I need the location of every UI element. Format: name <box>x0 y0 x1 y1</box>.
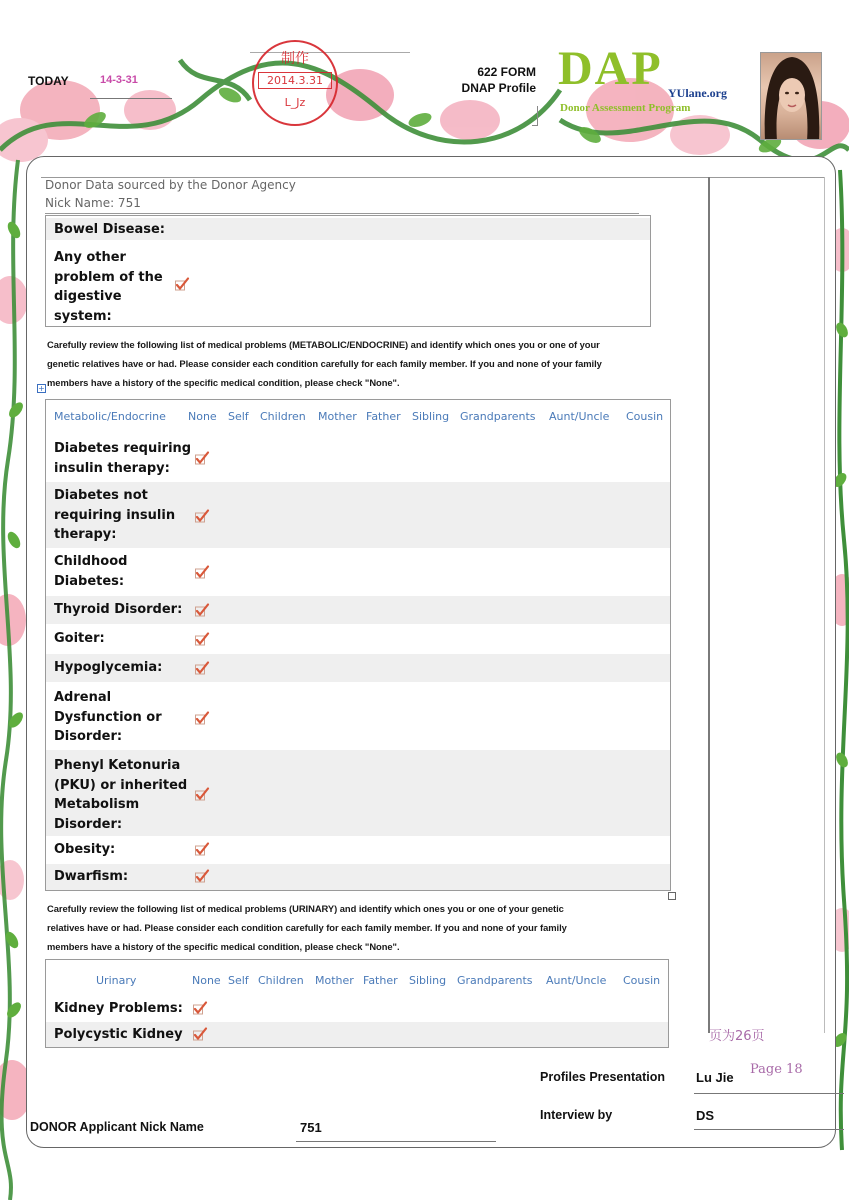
digestive-table <box>45 215 651 327</box>
checkmark-icon[interactable] <box>194 841 210 857</box>
metabolic-table <box>45 399 671 891</box>
condition-label: Diabetes requiring insulin therapy: <box>54 441 192 476</box>
urinary-table-bottom <box>45 1047 669 1048</box>
table-row <box>46 548 670 596</box>
col-header: Self <box>228 410 249 423</box>
table-anchor-icon[interactable]: + <box>38 384 45 393</box>
applicant-label: DONOR Applicant Nick Name <box>30 1120 204 1134</box>
presentation-label: Profiles Presentation <box>540 1070 666 1084</box>
col-header: Children <box>258 974 304 987</box>
table-row <box>46 218 650 240</box>
table-row <box>46 624 670 654</box>
checkmark-icon[interactable] <box>192 1026 208 1042</box>
condition-label: Polycystic Kidney <box>54 1027 183 1042</box>
checkmark-icon[interactable] <box>194 710 210 726</box>
condition-label: Childhood Diabetes: <box>54 554 128 589</box>
condition-label: Bowel Disease: <box>54 222 165 237</box>
table-row <box>46 996 668 1022</box>
checkmark-icon[interactable] <box>194 786 210 802</box>
today-date: 14-3-31 <box>100 74 138 86</box>
metabolic-instruction-line: Carefully review the following list of medical problems (METABOLIC/ENDOCRINE) and identify which ones you or one of your <box>47 339 600 350</box>
urinary-instruction-line: relatives have or had. Please consider each condition carefully for each family member. If you and none of your family <box>47 922 567 933</box>
col-header: Aunt/Uncle <box>546 974 607 987</box>
today-label: TODAY <box>28 74 69 88</box>
profile-card <box>26 156 836 1148</box>
condition-label: Diabetes not requiring insulin therapy: <box>54 488 176 542</box>
resize-handle[interactable] <box>668 892 676 900</box>
form-title-line1: 622 FORM <box>477 65 536 79</box>
checkmark-icon[interactable] <box>194 508 210 524</box>
col-header: Mother <box>315 974 354 987</box>
checkmark-icon[interactable] <box>194 631 210 647</box>
col-header: Mother <box>318 410 357 423</box>
col-header: Self <box>228 974 249 987</box>
table-row <box>46 482 670 548</box>
condition-label: Goiter: <box>54 631 105 646</box>
urinary-instruction-line: members have a history of the specific medical condition, please check "None". <box>47 941 400 952</box>
col-header: Father <box>366 410 401 423</box>
table-row <box>46 682 670 750</box>
dap-logo <box>558 42 758 118</box>
stamp-top-text: 制作 <box>281 51 309 67</box>
page-number: Page 18 <box>750 1062 803 1077</box>
condition-label: Kidney Problems: <box>54 1001 183 1016</box>
table-row <box>46 436 670 482</box>
production-stamp <box>252 40 338 126</box>
page-header <box>0 40 849 160</box>
condition-label: Adrenal Dysfunction or Disorder: <box>54 690 162 744</box>
col-header: Aunt/Uncle <box>549 410 610 423</box>
condition-label: Dwarfism: <box>54 869 129 884</box>
condition-label: Any other problem of the digestive system: <box>54 250 163 324</box>
checkmark-icon[interactable] <box>194 660 210 676</box>
nick-name-underline <box>45 213 639 214</box>
urinary-table <box>45 959 669 1047</box>
today-underline <box>90 98 172 99</box>
col-header: None <box>192 974 221 987</box>
checkmark-icon[interactable] <box>174 276 190 292</box>
checkmark-icon[interactable] <box>194 450 210 466</box>
table-row <box>46 1022 668 1048</box>
col-header: Metabolic/Endocrine <box>54 410 166 423</box>
table-row <box>46 750 670 836</box>
interview-label: Interview by <box>540 1108 613 1122</box>
form-title-line2: DNAP Profile <box>461 81 536 95</box>
col-header: Father <box>363 974 398 987</box>
urinary-instruction-line: Carefully review the following list of medical problems (URINARY) and identify which ones you or one of your genetic <box>47 903 564 914</box>
col-header: Children <box>260 410 306 423</box>
presentation-value: Lu Jie <box>696 1070 734 1085</box>
condition-label: Hypoglycemia: <box>54 660 163 675</box>
donor-photo <box>760 52 822 140</box>
condition-label: Thyroid Disorder: <box>54 602 183 617</box>
table-row <box>46 654 670 682</box>
panel-column-divider <box>708 177 710 1033</box>
interview-value: DS <box>696 1108 715 1123</box>
metabolic-instruction-line: genetic relatives have or had. Please consider each condition carefully for each family member. If you and none of your family <box>47 358 602 369</box>
table-row <box>46 596 670 624</box>
donor-source-text: Donor Data sourced by the Donor Agency <box>45 178 296 192</box>
checkmark-icon[interactable] <box>192 1000 208 1016</box>
col-header: Grandparents <box>460 410 536 423</box>
col-header: Cousin <box>626 410 664 423</box>
condition-label: Phenyl Ketonuria (PKU) or inherited Metabolism Disorder: <box>54 758 188 832</box>
nick-name-text: Nick Name: 751 <box>45 196 141 210</box>
logo-site: YUlane.org <box>668 86 727 100</box>
total-pages-text: 页为26页 <box>709 1029 765 1044</box>
col-header: Sibling <box>409 974 447 987</box>
stamp-bottom-text: L_Jz <box>284 96 306 109</box>
table-row <box>46 240 650 326</box>
col-header: None <box>188 410 217 423</box>
applicant-value: 751 <box>300 1120 322 1135</box>
col-header: Urinary <box>96 974 137 987</box>
checkmark-icon[interactable] <box>194 602 210 618</box>
checkmark-icon[interactable] <box>194 564 210 580</box>
panel-right-border <box>824 177 825 1033</box>
logo-main: DAP <box>558 42 663 95</box>
col-header: Grandparents <box>457 974 533 987</box>
form-title <box>420 64 536 96</box>
logo-subtitle: Donor Assessment Program <box>560 102 691 114</box>
table-row <box>46 864 670 890</box>
header-bracket <box>532 106 538 126</box>
checkmark-icon[interactable] <box>194 868 210 884</box>
table-row <box>46 836 670 864</box>
metabolic-instruction-line: members have a history of the specific medical condition, please check "None". <box>47 377 400 388</box>
col-header: Sibling <box>412 410 450 423</box>
condition-label: Obesity: <box>54 842 116 857</box>
stamp-date: 2014.3.31 <box>258 72 332 89</box>
col-header: Cousin <box>623 974 661 987</box>
